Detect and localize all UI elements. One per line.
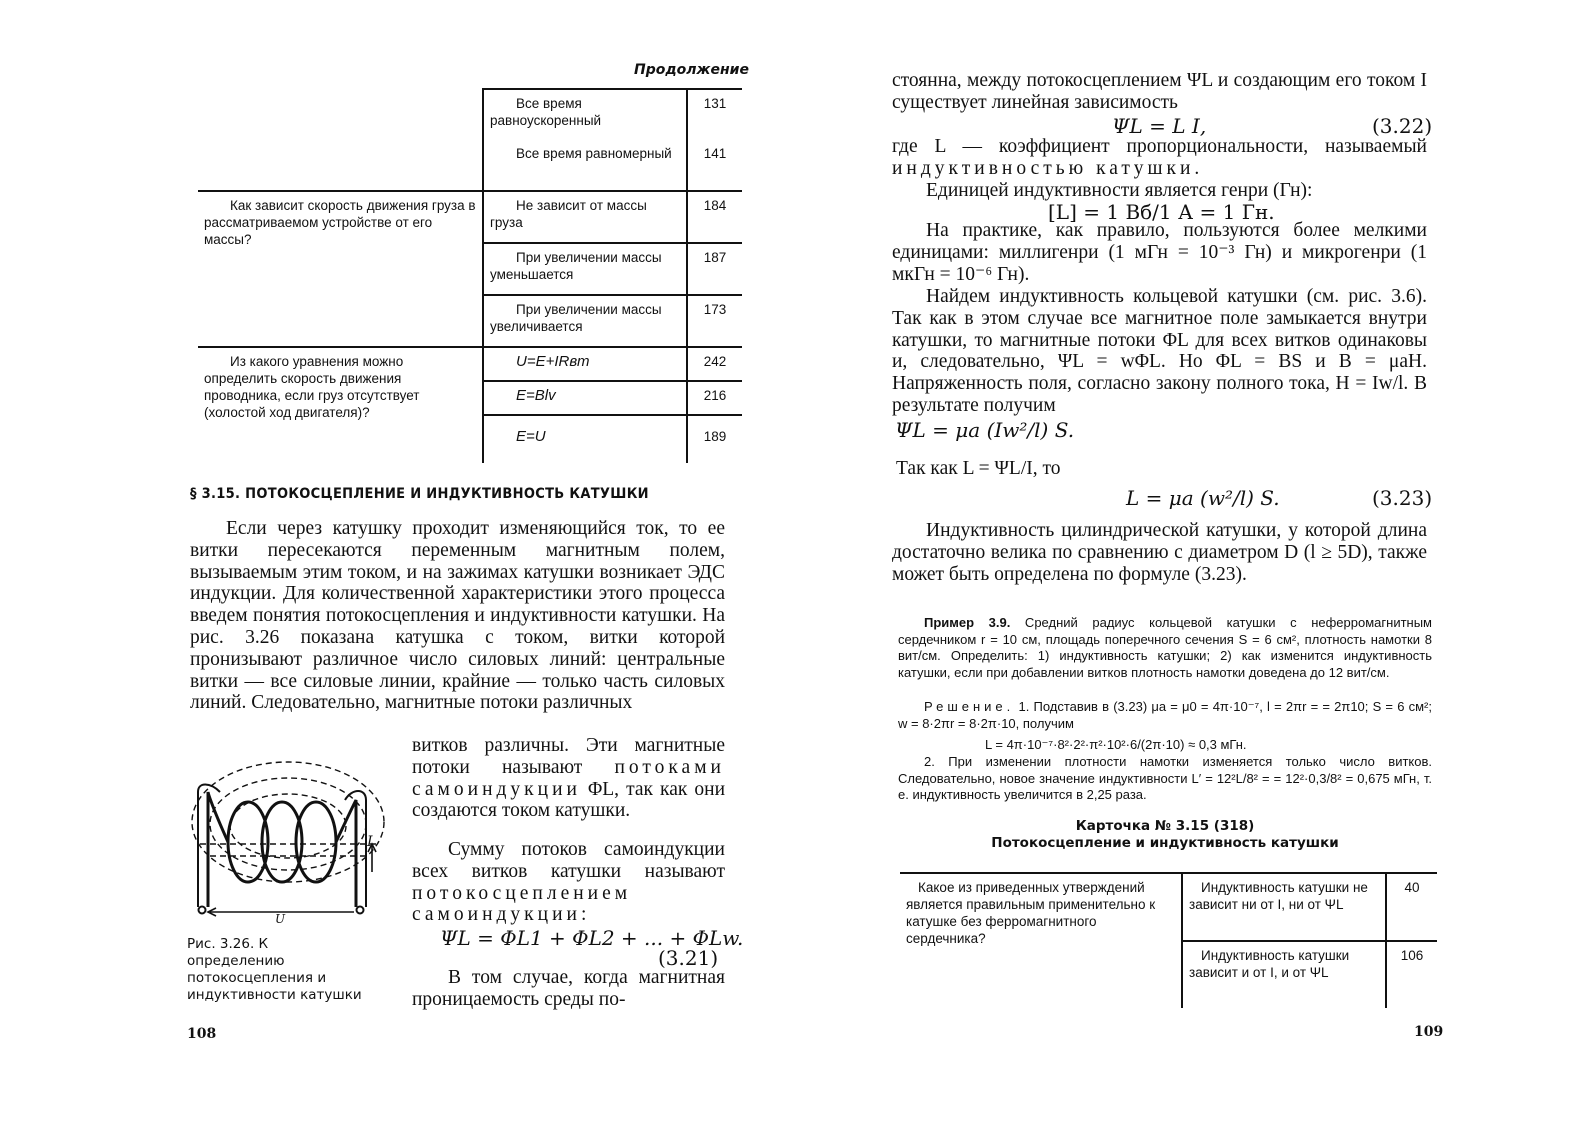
card-answer-cell: Индуктивность катушки зависит и от I, и от ΨL [1182,941,1386,1008]
formula-3-21: ΨL = ΦL1 + ΦL2 + ... + ΦLw. [440,926,744,950]
example-3-9: Пример 3.9. Средний радиус кольцевой катушки с неферромагнитным сердечником r = 10 см, площадь поперечного сечения S = 6 см², плотность намотки 8 вит/см. Определить: 1) индуктивность катушки; 2) как изменится индуктивность катушки, если при добавлении витков плотность намотки доведена до 12 вит/см. [898,615,1432,680]
continuation-label: Продолжение [634,62,749,78]
figure-label-voltage: U [275,912,286,926]
page-number-left: 108 [187,1026,217,1042]
answer-cell: Не зависит от массы груза [483,191,687,243]
term-flux-linkage: потокосцеплением самоиндукции: [412,882,632,926]
question-cell: Из какого уравнения можно определить скорость движения проводника, если груз отсутствует (холостой ход двигателя)? [198,347,483,463]
question-cell: Как зависит скорость движения груза в рассматриваемом устройстве от его массы? [198,191,483,347]
paragraph-3: Сумму потоков самоиндукции всех витков катушки называют потокосцеплением самоиндукции: [412,839,725,926]
coil-figure [180,752,392,932]
figure-caption: Рис. 3.26. К определению потокосцепления и индуктивности катушки [187,936,362,1003]
card-answer-number: 40 [1386,873,1437,941]
formula-psi: ΨL = μa (Iw²/l) S. [895,418,1075,442]
answer-cell: Все время равноускоренный [483,89,687,140]
formula-3-22: ΨL = L I, [1112,114,1207,138]
solution-step-1: Решение. 1. Подставив в (3.23) μa = μ0 = 4π·10⁻⁷, l = 2πr = = 2π10; S = 6 см²; w = 8·2πr = 8·2π·10, получим [898,699,1432,731]
answer-number: 184 [687,191,742,243]
equation-number-3-21: (3.21) [658,946,719,970]
formula-3-23: L = μa (w²/l) S. [1126,486,1280,510]
page-number-right: 109 [1414,1024,1444,1040]
text-since: Так как L = ΨL/I, то [896,458,1061,479]
card-answer-cell: Индуктивность катушки не зависит ни от I, ни от ΨL [1182,873,1386,941]
answer-number: 131 [687,89,742,140]
solution-step-2: 2. При изменении плотности намотки изменяется только число витков. Следовательно, новое значение индуктивности L′ = 12²L/8² = = 12²·0,3/8² = 0,675 мГн, т. е. индуктивность увеличится в 2,25 раза. [898,754,1432,802]
answer-number: 141 [687,140,742,191]
equation-number-3-23: (3.23) [1372,486,1433,510]
text-cylindrical-coil: Индуктивность цилиндрической катушки, у которой длина достаточно велика по сравнению с диаметром D (l ≥ 5D), также может быть определена по формуле (3.23). [892,520,1427,585]
figure-label-current: I [367,834,373,850]
answer-cell: При увеличении массы уменьшается [483,243,687,295]
text-ring-coil: Найдем индуктивность кольцевой катушки (см. рис. 3.6). Так как в этом случае все магнитное поле замыкается внутри катушки, то магнитные потоки ΦL для всех витков одинаковы и, следовательно, ΨL = wΦL. Но ΦL = BS и B = μaH. Напряженность поля, согласно закону полного тока, H = Iw/l. В результате получим [892,286,1427,416]
section-title: § 3.15. ПОТОКОСЦЕПЛЕНИЕ И ИНДУКТИВНОСТЬ КАТУШКИ [190,486,649,502]
answer-cell: При увеличении массы увеличивается [483,295,687,347]
answer-cell: E=U [483,415,687,463]
card-question-cell: Какое из приведенных утверждений является правильным применительно к катушке без ферромагнитного сердечника? [900,873,1182,1008]
card-answer-table [900,872,1437,1008]
answer-number: 187 [687,243,742,295]
text-inductance-definition: где L — коэффициент пропорциональности, называемый индуктивностью катушки. [892,136,1427,179]
equation-number-3-22: (3.22) [1372,114,1433,138]
paragraph-2: витков различны. Эти магнитные потоки называют потоками самоиндукции ΦL, так как они создаются током катушки. [412,735,725,822]
answer-table-left [198,88,742,463]
paragraph-4: В том случае, когда магнитная проницаемость среды по- [412,967,725,1010]
answer-number: 242 [687,347,742,381]
card-title: Карточка № 3.15 (318) [1075,818,1255,834]
term-inductance: индуктивностью катушки. [892,157,1204,179]
answer-number: 189 [687,415,742,463]
card-subtitle: Потокосцепление и индуктивность катушки [991,835,1339,851]
solution-formula: L = 4π·10⁻⁷·8²·2²·π²·10²·6/(2π·10) ≈ 0,3 мГн. [985,737,1247,752]
card-answer-number: 106 [1386,941,1437,1008]
text-continuation: стоянна, между потокосцеплением ΨL и создающим его током I существует линейная зависимость [892,70,1427,113]
text-units: Единицей индуктивности является генри (Гн): [926,180,1313,201]
formula-units: [L] = 1 Вб/1 А = 1 Гн. [1048,200,1275,224]
answer-cell: E=Blv [483,381,687,415]
text-practice: На практике, как правило, пользуются более мелкими единицами: миллигенри (1 мГн = 10⁻³ Гн) и микрогенри (1 мкГн = 10⁻⁶ Гн). [892,220,1427,285]
answer-cell: Все время равномерный [483,140,687,191]
paragraph-1: Если через катушку проходит изменяющийся ток, то ее витки пересекаются переменным магнитным полем, вызываемым этим током, и на зажимах катушки возникает ЭДС индукции. Для количественной характеристики этого процесса введем понятия потокосцепления и индуктивности катушки. На рис. 3.26 показана катушка с током, витки которой пронизывают различное число силовых линий: центральные витки — все силовые линии, крайние — только часть силовых линий. Следовательно, магнитные потоки различных [190,518,725,714]
answer-cell: U=E+IRвт [483,347,687,381]
term-self-induction-flux: потоками самоиндукции [412,756,725,800]
answer-number: 173 [687,295,742,347]
answer-number: 216 [687,381,742,415]
